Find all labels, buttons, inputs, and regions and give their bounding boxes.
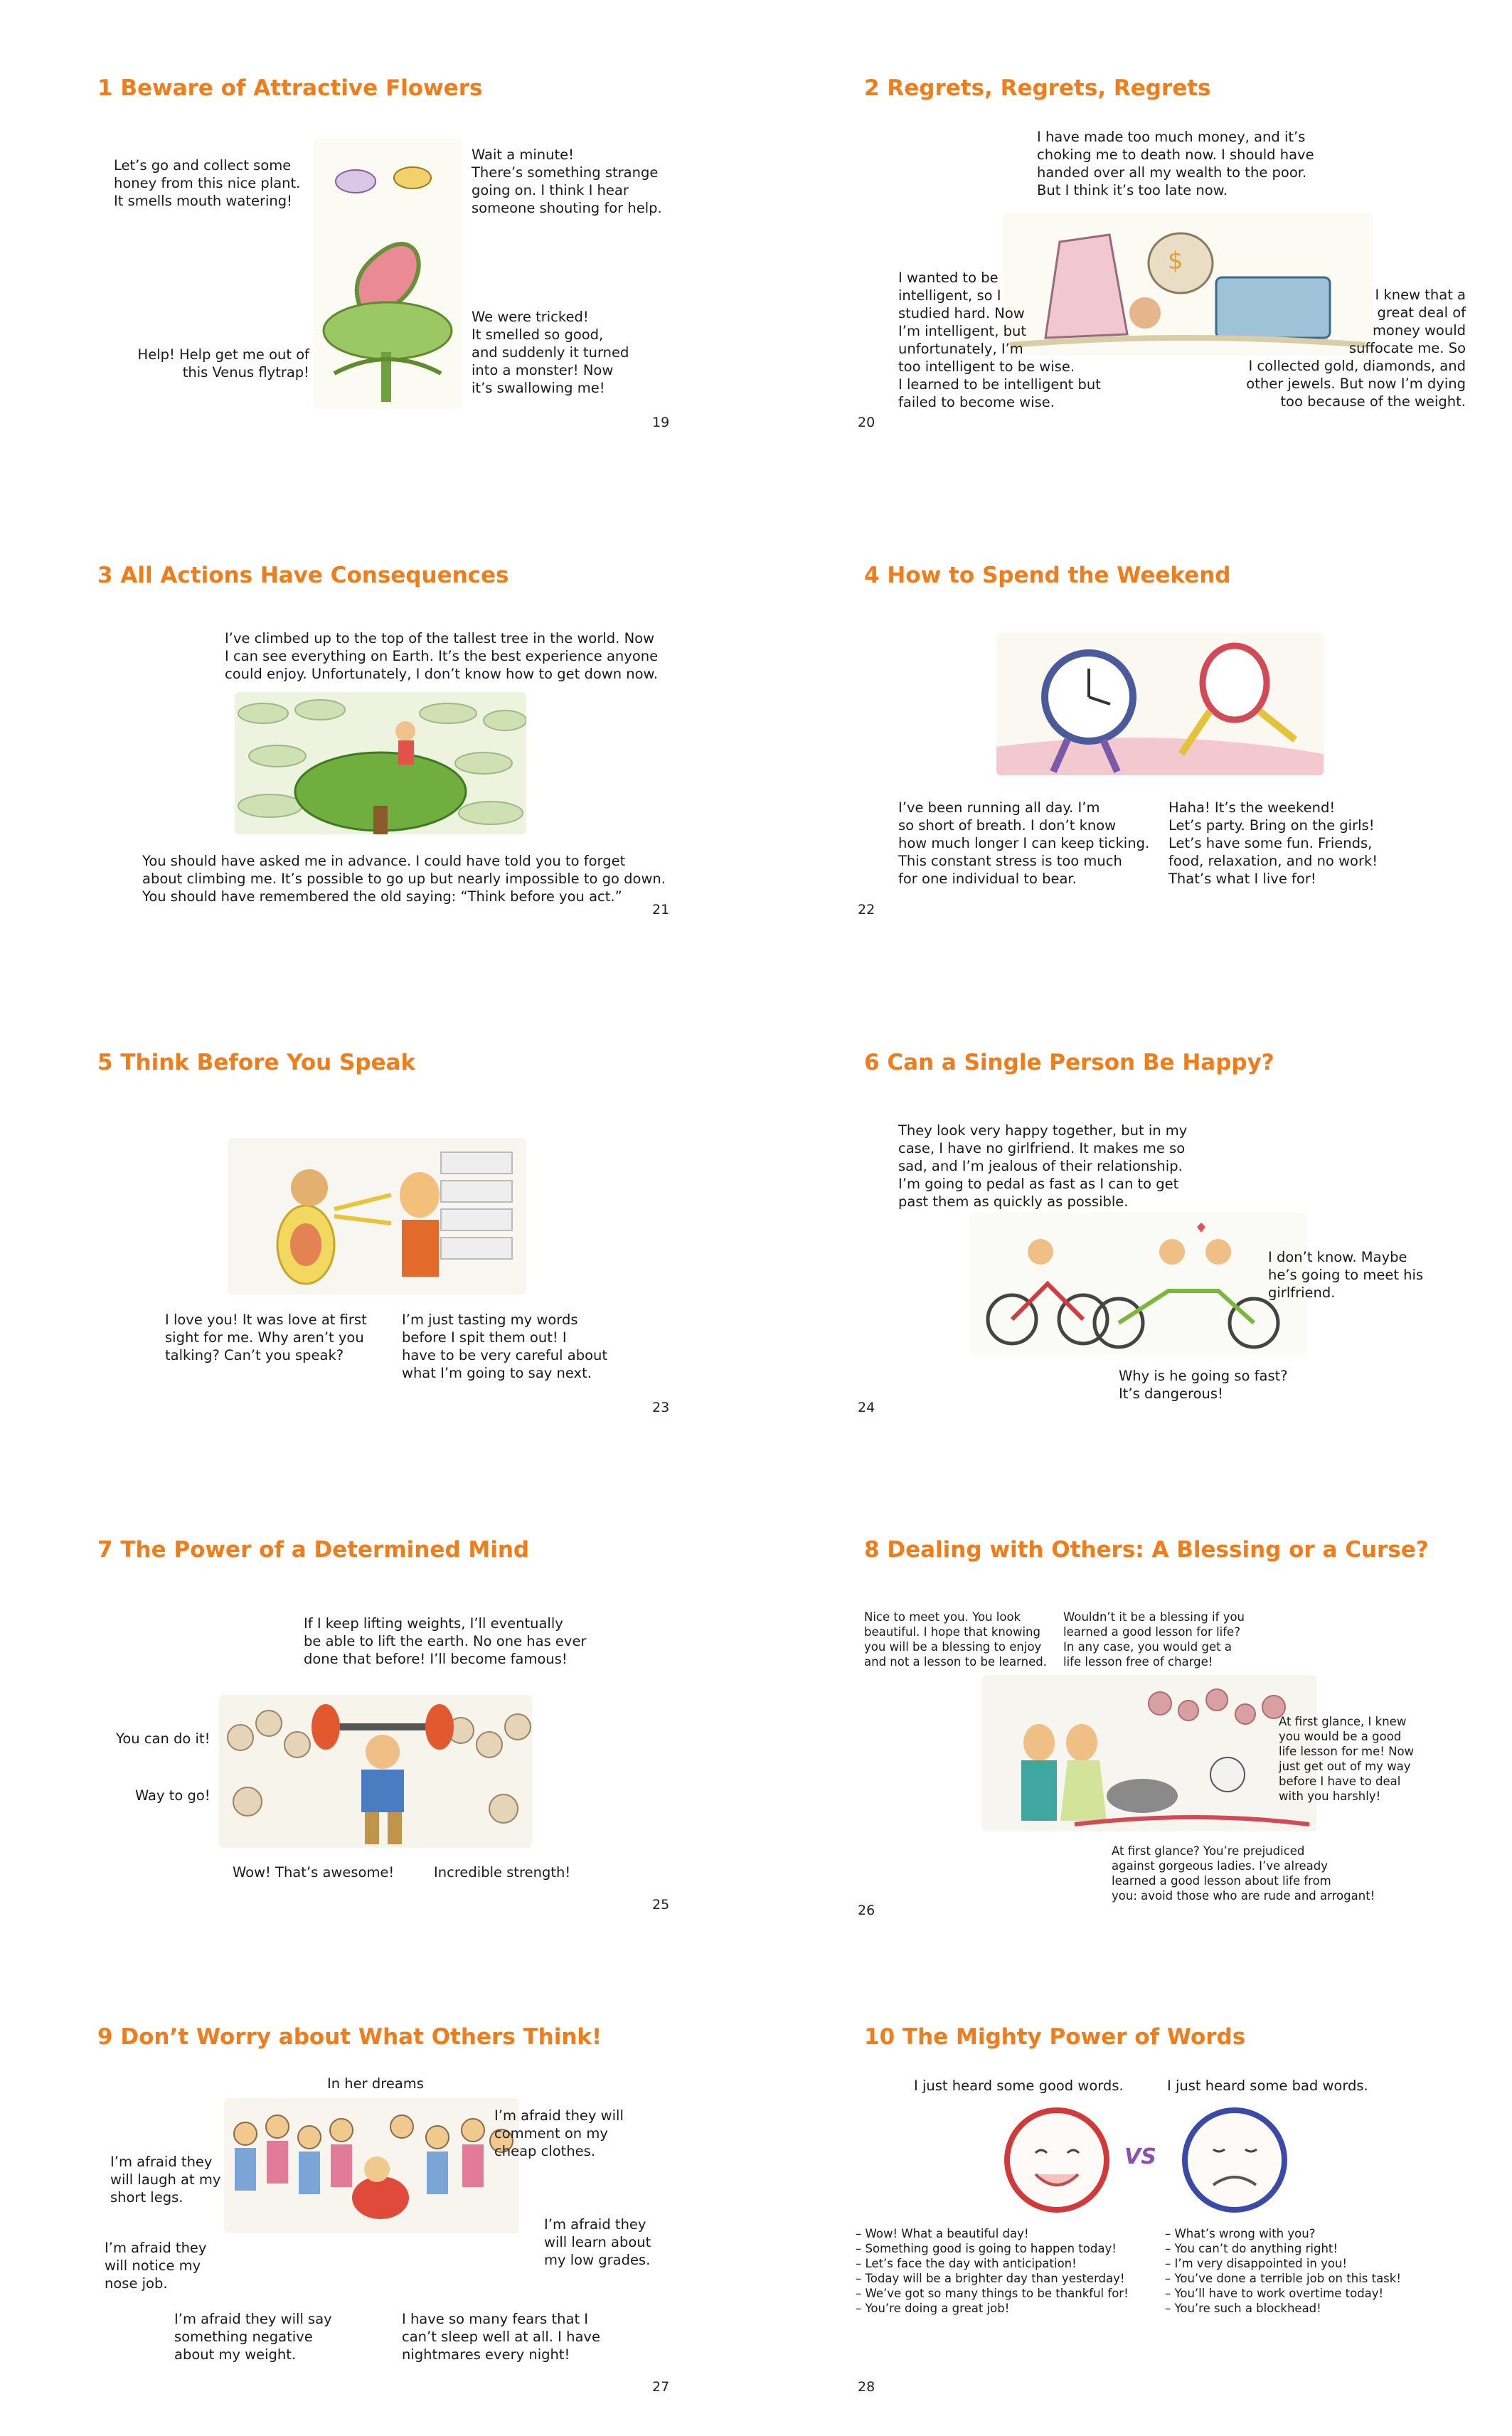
bad-words-list: – What’s wrong with you? – You can’t do anything right! – I’m very disappointed in you! – You’ve done a terrible job on this task! – You’ll have to work overtime today! – You’re such a blockhead! <box>1165 2227 1401 2315</box>
page-number: 20 <box>858 415 875 430</box>
weightlifter-crowd-illustration <box>219 1695 532 1848</box>
caption-good-words: I just heard some good words. <box>914 2078 1124 2094</box>
bee-speech-1: Let’s go and collect some honey from this nice plant. It smells mouth watering! <box>114 157 301 209</box>
page-number: 24 <box>858 1400 875 1415</box>
page-23 <box>0 974 756 1462</box>
speech-tree: You should have asked me in advance. I could have told you to forget about climbing me. It’s possible to go up but nearly impossible to go down. You should have remembered the old saying: “Think before you act.” <box>142 853 666 905</box>
page-26 <box>756 1462 1512 1949</box>
page-title: 6 Can a Single Person Be Happy? <box>864 1050 1274 1075</box>
speech-grades: I’m afraid they will learn about my low grades. <box>544 2216 651 2268</box>
speech-clothes: I’m afraid they will comment on my cheap clothes. <box>494 2107 624 2159</box>
speech-woman: Wouldn’t it be a blessing if you learned a good lesson for life? In any case, you would get a life lesson free of charge! <box>1063 1610 1245 1669</box>
speech-lover: I love you! It was love at first sight for me. Why aren’t you talking? Can’t you speak? <box>165 1312 367 1363</box>
page-number: 27 <box>652 2379 670 2395</box>
speech-tired-clock: I’ve been running all day. I’m so short of breath. I don’t know how much longer I can keep ticking. This constant stress is too much for one individual to bear. <box>898 799 1150 887</box>
crowd-dream-illustration <box>224 2098 519 2233</box>
page-28 <box>756 1949 1512 2436</box>
caption-dreams: In her dreams <box>327 2075 424 2092</box>
page-27 <box>0 1949 756 2436</box>
page-title: 9 Don’t Worry about What Others Think! <box>97 2024 602 2050</box>
page-title: 5 Think Before You Speak <box>97 1050 416 1075</box>
page-title: 1 Beware of Attractive Flowers <box>97 75 483 101</box>
speech-awesome: Wow! That’s awesome! <box>233 1864 395 1881</box>
speech-man: Nice to meet you. You look beautiful. I hope that knowing you will be a blessing to enjoy and not a lesson to be learned. <box>864 1610 1047 1669</box>
vs-label: VS <box>1124 2144 1156 2169</box>
speech-happy-clock: Haha! It’s the weekend! Let’s party. Bring on the girls! Let’s have some fun. Friends, food, relaxation, and no work! That’s what I live for! <box>1168 799 1378 887</box>
speech-weight: I’m afraid they will say something negative about my weight. <box>174 2311 332 2363</box>
speech-wealthy: I have made too much money, and it’s choking me to death now. I should have handed over all my wealth to the poor. But I think it’s too late now. <box>1037 129 1314 198</box>
speech-girl: I don’t know. Maybe he’s going to meet his girlfriend. <box>1268 1249 1424 1301</box>
page-title: 3 All Actions Have Consequences <box>97 563 509 588</box>
speech-careful: I’m just tasting my words before I spit them out! I have to be very careful about what I’m going to say next. <box>402 1312 608 1381</box>
speech-dog: At first glance, I knew you would be a good life lesson for me! Now just get out of my way before I have to deal with you harshly! <box>1279 1715 1415 1803</box>
caption-bad-words: I just heard some bad words. <box>1167 2078 1368 2094</box>
speech-nightmares: I have so many fears that I can’t sleep well at all. I have nightmares every night! <box>402 2311 600 2363</box>
tasting-words-illustration <box>228 1138 526 1294</box>
speech-jewels: I knew that a great deal of money would suffocate me. So I collected gold, diamonds, and other jewels. But now I’m dying too because of the weight. <box>1246 287 1466 410</box>
speech-you-can-do-it: You can do it! <box>116 1730 211 1747</box>
page-number: 21 <box>652 902 670 918</box>
speech-climber: I’ve climbed up to the top of the tallest tree in the world. Now I can see everything on Earth. It’s the best experience anyone could enjoy. Unfortunately, I don’t know how to get down now. <box>225 630 659 682</box>
page-25 <box>0 1462 756 1949</box>
speech-weightlifter: If I keep lifting weights, I’ll eventually be able to lift the earth. No one has ever done that before! I’ll become famous! <box>304 1615 587 1667</box>
page-number: 19 <box>652 415 670 430</box>
page-20 <box>756 0 1512 487</box>
page-number: 26 <box>858 1903 875 1918</box>
running-clocks-illustration <box>996 633 1324 775</box>
page-number: 28 <box>858 2379 875 2395</box>
speech-nose: I’m afraid they will notice my nose job. <box>105 2240 207 2292</box>
page-title: 8 Dealing with Others: A Blessing or a Curse? <box>864 1537 1429 1563</box>
speech-lady-reply: At first glance? You’re prejudiced against gorgeous ladies. I’ve already learned a good lesson about life from you: avoid those who are rude and arrogant! <box>1112 1844 1375 1903</box>
bee-flytrap-illustration <box>313 139 462 409</box>
bee-speech-2: Wait a minute! There’s something strange going on. I think I hear someone shouting for help. <box>472 147 662 216</box>
speech-incredible: Incredible strength! <box>434 1864 571 1881</box>
speech-legs: I’m afraid they will laugh at my short legs. <box>110 2154 221 2206</box>
good-words-list: – Wow! What a beautiful day! – Something good is going to happen today! – Let’s face the day with anticipation! – Today will be a brighter day than yesterday! – We’ve got so many things to be thankful for! – You’re doing a great job! <box>856 2227 1129 2315</box>
page-19 <box>0 0 756 487</box>
bee-speech-4: We were tricked! It smelled so good, and suddenly it turned into a monster! Now it’s swallowing me! <box>472 309 629 396</box>
page-24 <box>756 974 1512 1462</box>
page-21 <box>0 487 756 974</box>
page-22 <box>756 487 1512 974</box>
page-title: 10 The Mighty Power of Words <box>864 2024 1246 2050</box>
page-title: 7 The Power of a Determined Mind <box>97 1537 530 1563</box>
speech-single-cyclist: They look very happy together, but in my case, I have no girlfriend. It makes me so sad, and I’m jealous of their relationship. I’m going to pedal as fast as I can to get past them as quickly as possible. <box>898 1122 1188 1210</box>
speech-way-to-go: Way to go! <box>135 1787 211 1804</box>
page-number: 23 <box>652 1400 670 1415</box>
page-number: 25 <box>652 1897 670 1913</box>
tandem-bike-illustration <box>969 1213 1307 1355</box>
bee-speech-3: Help! Help get me out of this Venus flytrap! <box>137 346 309 381</box>
speech-intelligent: I wanted to be intelligent, so I studied hard. Now I’m intelligent, but unfortunately, I’m too intelligent to be wise. I learned to be intelligent but failed to become wise. <box>898 270 1101 410</box>
dog-meeting-illustration <box>982 1675 1316 1831</box>
tallest-tree-illustration <box>235 692 526 834</box>
page-title: 4 How to Spend the Weekend <box>864 563 1231 588</box>
speech-boy: Why is he going so fast? It’s dangerous! <box>1119 1368 1288 1402</box>
page-number: 22 <box>858 902 875 918</box>
svg-text:$: $ <box>1168 247 1183 275</box>
page-title: 2 Regrets, Regrets, Regrets <box>864 75 1211 101</box>
